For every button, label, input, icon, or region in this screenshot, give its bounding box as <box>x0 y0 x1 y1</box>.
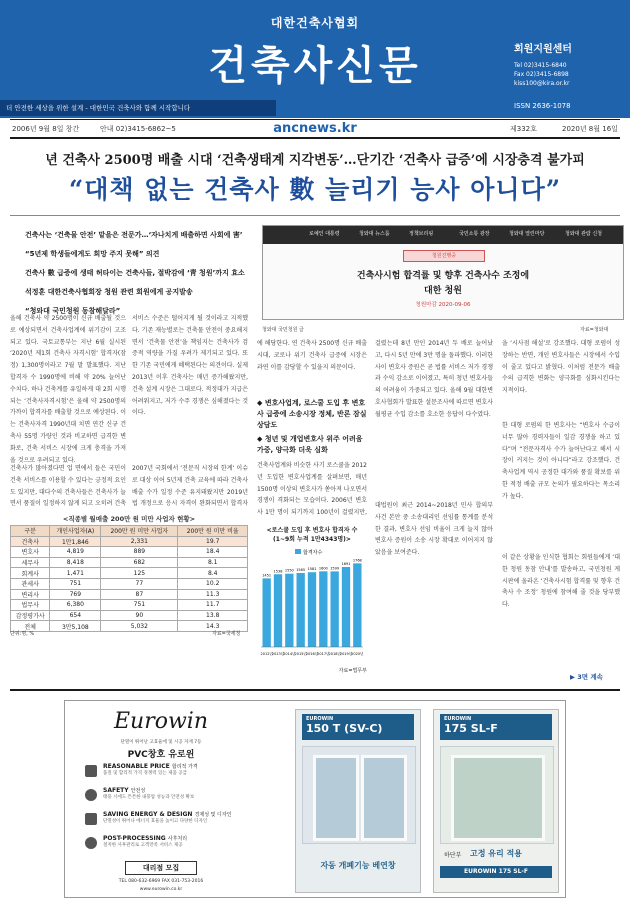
divider <box>10 119 620 120</box>
chart-tick-label: 2014년 <box>283 652 296 656</box>
table-cell: 2,331 <box>101 536 178 547</box>
chart-bar <box>263 578 271 647</box>
ad-model: 175 SL-F <box>444 722 498 735</box>
feature-subtitle: 합리적 가격 <box>171 764 198 770</box>
table-cell: 3만5,108 <box>50 621 101 632</box>
table-header: 200만 원 미만 사업자 <box>101 526 178 537</box>
key-point: “5년제 학생들에게도 희망 주지 못해” 의견 <box>25 250 160 258</box>
ad-product-header <box>440 714 552 740</box>
center-tel: Tel 02)3415-6840 <box>514 62 567 69</box>
ad-product-panel-1 <box>295 709 421 893</box>
ad-tagline: 단열이 뛰어난 고효율에 및 시공 자재 7등 <box>120 740 202 745</box>
table-cell: 세무사 <box>11 557 50 568</box>
article-column-4b: 대법원이 최근 2014~2018년 민사 합의부 사건 본안 중 소송대리인 선임률 통계를 분석한 결과, 변호사 선임 비율이 크게 늘지 않아 변호사 증원이 소송 시장 확대로 이어지지 않았음을 보여준다. <box>375 502 493 557</box>
table-source: 자료=국세청 <box>212 631 241 637</box>
chart-tick-label: 2015년 <box>294 652 307 656</box>
member-center-title: 회원지원센터 <box>514 44 572 55</box>
ad-footer: EUROWIN 175 SL-F <box>440 866 552 878</box>
chart-data-label: 1538 <box>273 569 283 574</box>
feature-subtitle: 안전성 <box>130 788 146 794</box>
newspaper-title: 건축사신문 <box>208 42 422 89</box>
petition-deadline: 청원마감 2020-09-06 <box>415 302 471 308</box>
chart-bar <box>331 571 339 647</box>
ad-brand-small: EUROWIN <box>306 716 334 722</box>
feature-desc: 단열성이 뛰어나 에너지 효율을 높이고 다양한 디자인 <box>103 819 208 824</box>
site-url-link[interactable]: ancnews.kr <box>273 121 357 136</box>
chart-data-label: 1550 <box>284 568 294 573</box>
ad-contact: TEL 080-632-6969 FAX 031-753-2016 <box>118 879 204 884</box>
key-point: “청와대 국민청원 동참해달라” <box>25 307 121 315</box>
window-pane <box>451 755 545 841</box>
table-cell: 8,418 <box>50 557 101 568</box>
chart-bar <box>285 574 293 647</box>
table-cell: 회계사 <box>11 568 50 579</box>
continued-link[interactable]: ▶ 3면 계속 <box>570 673 603 681</box>
table-cell: 8.1 <box>178 557 248 568</box>
divider <box>10 689 620 691</box>
feature-desc: 철저한 사후관리로 고객만족 서비스 제공 <box>103 843 183 848</box>
table-cell: 769 <box>50 589 101 600</box>
feature-desc: 태풍 시에도 튼튼한 내풍압 성능과 안전성 확보 <box>103 795 195 800</box>
table-cell: 18.4 <box>178 547 248 558</box>
feature-title: SAFETY <box>103 787 129 794</box>
table-row <box>11 578 248 589</box>
chart-tick-label: 2013년 <box>271 652 285 656</box>
table-cell: 5,032 <box>101 621 178 632</box>
article-column-2: 서비스 수준은 떨어지게 될 것이라고 지적했다. 기존 재능별로는 건축물 안전이 중요해지면서 ‘건축물 안전’을 책임지는 건축사가 검증적 역량을 가질 우려가 제기되고 있다. 또한 기존 국민에게 혜택된다는 의견이다. 실제 2013년 이후 건축사는 매년 증가해왔지만, 건축 설계 시장은 그대로다. 적정대가 지급은 어려워지고, 저가 수주 경쟁은 심해졌다는 것이다. <box>132 315 248 417</box>
table-cell: 1만1,846 <box>50 536 101 547</box>
petition-nav-item: 국민소통 광장 <box>459 231 490 237</box>
article-column-1b: 건축사가 많아졌다면 업 면에서 들은 국민이 건축 서비스를 이용할 수 있다는 긍정적 요인도 있지만, 대다수의 건축사들은 건축사가 늘면서 품질이 일정하지 않게 되고 오히려 건축 <box>10 465 126 508</box>
legend-label: 합격자수 <box>303 550 323 556</box>
article-column-5: 을 ‘시사점 해설’로 강조했다. 대형 로펌이 성장하는 반면, 개인 변호사들은 시장에서 수입이 줄고 있다고 밝혔다. 이처럼 전문가 배출 수의 급격한 변화는 양극화를 심화시킨다는 지적이다. <box>502 340 620 395</box>
key-points <box>25 226 245 321</box>
table-cell: 77 <box>101 578 178 589</box>
article-column-4: 걸렸는데 8년 만인 2014년 두 배로 늘어났고, 다시 5년 만에 3만 명을 돌파했다. 이러한 사이 변호사 증원은 곧 법률 서비스 저가 경쟁과 수익 감소로 이어졌고, 특히 청년 변호사들의 어려움이 가중되고 있다. 올해 9월 대한변호사협회가 발표한 설문조사에 따르면 변호사 월평균 수입 감소를 호소한 응답이 다수였다. <box>375 340 493 418</box>
feature-subtitle: 사후처리 <box>167 836 188 842</box>
table-cell: 90 <box>101 610 178 621</box>
founded-date: 2006년 9월 8일 창간 <box>12 125 80 133</box>
ad-feature <box>85 787 255 800</box>
service-icon <box>85 837 97 849</box>
table-cell: 4,819 <box>50 547 101 558</box>
chart-subtitle: (1~9회 누적 1만4343명)> <box>273 536 351 543</box>
article-column-2b: 2007년 국회에서 ‘전문직 시장의 한계’ 이슈로 대상 이어 5년제 건축 교육에 따라 건축사 배출 수가 일정 수준 유지돼왔지만 2019년 법 개정으로 응시 자격이 완화되면서 합격자 <box>132 465 248 508</box>
chart-bar <box>342 567 350 647</box>
advertisement <box>64 700 566 898</box>
table-cell: 14.3 <box>178 621 248 632</box>
table-unit: 단위:명, % <box>10 631 35 637</box>
ad-product-header <box>302 714 414 740</box>
chart-tick-label: 2016년 <box>305 652 319 656</box>
agent-recruit-button[interactable]: 대리점 모집 <box>125 861 197 875</box>
table-row <box>11 547 248 558</box>
chart-data-label: 1451 <box>262 573 272 578</box>
ad-web-link[interactable]: www.eurowin.co.kr <box>139 887 183 892</box>
ad-model: 150 T (SV-C) <box>306 722 383 735</box>
chart-bar <box>274 574 282 647</box>
petition-nav-item: 정책브리핑 <box>409 231 434 237</box>
feature-desc: 품질 및 합리적 가격 경쟁력 있는 제품 공급 <box>103 771 187 776</box>
feature-title: POST-PROCESSING <box>103 835 166 842</box>
petition-nav-item: 로예인 대통령 <box>309 231 340 237</box>
chart-data-label: 1599 <box>330 566 340 571</box>
price-icon <box>85 765 97 777</box>
article-subtitle: 년 건축사 2500명 배출 시대 ‘건축생태계 지각변동’…단기간 ‘건축사 급증’에 시장충격 불가피 <box>45 153 585 168</box>
ad-feature <box>85 835 255 848</box>
table-cell: 682 <box>101 557 178 568</box>
table-cell: 751 <box>101 600 178 611</box>
petition-nav-item: 청와대 뉴스룸 <box>359 231 390 237</box>
table-cell: 13.8 <box>178 610 248 621</box>
legend-swatch <box>295 549 301 554</box>
chart-data-label: 1581 <box>307 567 317 572</box>
table-cell: 1,471 <box>50 568 101 579</box>
article-column-5c: 이 같은 상황을 인식한 협회는 회원들에게 ‘대한 청원 동참 안내’를 발송하고, 국민청원 게시판에 올라온 ‘건축사시험 합격률 및 향후 건축사 수 조정’ 청원에 참여해 줄 것을 당부했다. <box>502 554 620 609</box>
table-cell: 125 <box>101 568 178 579</box>
table-cell: 751 <box>50 578 101 589</box>
chart-bar <box>297 573 305 647</box>
chart-bar <box>308 572 316 647</box>
chart-bar <box>319 571 327 647</box>
ad-product-panel-2 <box>433 709 559 893</box>
ad-brand-small: EUROWIN <box>444 716 472 722</box>
table-cell: 11.3 <box>178 589 248 600</box>
chart-tick-label: 2019년 <box>339 652 353 656</box>
table-header: 200만 원 미만 비율 <box>178 526 248 537</box>
lawyer-chart <box>257 525 367 685</box>
photo-caption: 청와대 국민청원 글 <box>262 327 304 333</box>
table-cell: 변호사 <box>11 547 50 558</box>
window-pane <box>361 755 407 841</box>
article-headline: “대책 없는 건축사 數 늘리기 능사 아니다” <box>68 175 562 204</box>
table-cell: 관세사 <box>11 578 50 589</box>
table-cell: 8.4 <box>178 568 248 579</box>
chart-tick-label: 2020년 <box>351 652 364 656</box>
table-row <box>11 589 248 600</box>
divider <box>10 215 620 216</box>
window-pane <box>313 755 359 841</box>
article-column-3b: 건축사업계와 비슷한 사기 로스쿨을 2012년 도입한 변호사업계를 살펴보면, 매년 1500명 이상의 변호사가 쏟아져 나오면서 경쟁이 격화되는 모습이다. 2006년 변호사 1만 명이 되기까지 100년이 걸렸지만, <box>257 462 367 517</box>
issn: ISSN 2636-1078 <box>514 102 571 110</box>
chart-tick-label: 2012년 <box>260 652 273 656</box>
table-cell: 11.7 <box>178 600 248 611</box>
table-cell: 감정평가사 <box>11 610 50 621</box>
ad-caption: 고정 유리 적용 <box>470 849 522 858</box>
table-cell: 법무사 <box>11 600 50 611</box>
energy-icon <box>85 813 97 825</box>
safety-icon <box>85 789 97 801</box>
ad-product: PVC창호 유로윈 <box>127 750 195 760</box>
petition-nav-bar <box>263 226 623 244</box>
article-column-5b: 한 대형 로펌의 한 변호사는 “변호사 수급이 너무 많아 경력자들이 일감 경쟁을 하고 있다”며 “전문자격사 수가 늘어난다고 해서 시장이 커지는 것이 아니다”라고 강조했다. 건축사업계 역시 공정한 대가와 품질 확보를 위한 적정 배출 규모 논의가 필요하다는 목소리가 높다. <box>502 422 620 500</box>
petition-status-badge: 청원진행중 <box>403 250 485 262</box>
feature-subtitle: 경제성 및 디자인 <box>194 812 232 818</box>
ad-brand: Eurowin <box>113 709 209 734</box>
sub-heading: ◆ 변호사업계, 로스쿨 도입 후 변호사 급증에 소송시장 정체, 반론 잠실 상담도 <box>257 399 367 429</box>
article-column-3: 에 해당한다. 연 건축사 2500명 신규 배출 시대, 코로나 위기 건축사 급증에 시장은 과연 이를 감당할 수 있을지 의문이다. <box>257 340 367 371</box>
chart-source: 자료=법무부 <box>338 668 367 674</box>
petition-screenshot <box>262 225 624 320</box>
chart-plot <box>257 547 367 667</box>
petition-nav-item: 청와대 열린마당 <box>509 231 545 237</box>
issue-date: 2020년 8월 16일 <box>562 125 618 133</box>
table-row <box>11 568 248 579</box>
chart-tick-label: 2017년 <box>317 652 330 656</box>
article-column-1: 올해 건축사 약 2500명이 신규 배출될 것으로 예상되면서 건축사업계에 위기감이 고조되고 있다. 국토교통부는 지난 6월 실시된 ‘2020년 제1회 건축사 자격시험’ 합격자(잠정) 1,300명이라고 7월 말 발표했다. 지난 합격자 수 1990명에 비해 약 20% 늘어난 수치다. 하나 건축계를 유일하게 대 2회 시행되는 ‘건축사자격시험’은 올해 약 2500명의 가까이 합격자를 배출할 것으로 예상된다. 이는 건축사자격 1990년대 치면 연간 신규 건축사 55명 가량인 것과 비교하면 급격한 변화로, 건축 서비스 시장에 크게 충격을 가져올 것으로 우려되고 있다. <box>10 315 126 463</box>
divider <box>10 137 620 139</box>
key-point: 석정훈 대한건축사협회장 청원 관련 회원에게 공지발송 <box>25 288 193 296</box>
table-cell: 10.2 <box>178 578 248 589</box>
ad-caption-small: 하단부 <box>444 852 462 859</box>
key-point: 건축사는 ‘건축물 안전’ 맡을은 전문가…‘자나치게 배출하면 사회에 害’ <box>25 231 243 239</box>
window-image <box>440 746 554 844</box>
chart-data-label: 1565 <box>296 567 306 572</box>
ad-caption: 자동 개폐기능 베연창 <box>320 861 396 870</box>
table-header-row <box>11 526 248 537</box>
chart-bar <box>353 563 361 647</box>
petition-nav-item: 청와대 관람 신청 <box>565 231 602 237</box>
ad-feature <box>85 763 255 776</box>
table-row <box>11 610 248 621</box>
table-cell: 건축사 <box>11 536 50 547</box>
table-cell: 전체 <box>11 621 50 632</box>
table-header: 구분 <box>11 526 50 537</box>
chart-data-label: 1768 <box>352 558 362 563</box>
feature-title: SAVING ENERGY & DESIGN <box>103 811 193 818</box>
table-row <box>11 536 248 547</box>
window-image <box>302 746 416 844</box>
masthead <box>0 0 630 118</box>
key-point: 건축사 數 급증에 생태 허타이는 건축사들, 절박감에 ‘靑 청원’까지 효소 <box>25 269 245 277</box>
petition-title-line2: 대한 청원 <box>424 286 462 296</box>
masthead-tagline: 더 안전한 세상을 위한 설계 - 대한민국 건축사와 함께 시작합니다 <box>0 100 276 116</box>
feature-title: REASONABLE PRICE <box>103 763 170 770</box>
contact-line: 안내 02)3415-6862~5 <box>100 125 176 133</box>
center-fax: Fax 02)3415-6898 <box>514 71 569 78</box>
member-center-info <box>514 40 624 88</box>
table-header: 개인사업자(A) <box>50 526 101 537</box>
table-cell: 889 <box>101 547 178 558</box>
table-cell: 654 <box>50 610 101 621</box>
publisher-name: 대한건축사협회 <box>270 16 360 30</box>
table-cell: 6,380 <box>50 600 101 611</box>
petition-title-line1: 건축사시험 합격률 및 향후 건축사수 조정에 <box>356 271 530 281</box>
photo-source: 자료=청와대 <box>580 327 609 333</box>
issue-number: 제332호 <box>510 125 537 133</box>
center-email[interactable]: kiss100@kira.or.kr <box>514 80 570 87</box>
sales-table <box>10 525 248 632</box>
table-title: <직종별 월매출 200만 원 미만 사업자 현황> <box>62 515 196 523</box>
sub-heading: ◆ 청년 및 개업변호사 위주 어려움 가중, 양극화 더욱 심화 <box>257 435 363 454</box>
table-cell: 변리사 <box>11 589 50 600</box>
table-row <box>11 557 248 568</box>
table-cell: 19.7 <box>178 536 248 547</box>
ad-feature <box>85 811 255 824</box>
table-row <box>11 600 248 611</box>
chart-tick-label: 2018년 <box>328 652 341 656</box>
chart-title: <로스쿨 도입 후 변호사 합격자 수 <box>266 527 358 534</box>
chart-data-label: 1691 <box>341 562 351 567</box>
table-cell: 87 <box>101 589 178 600</box>
chart-data-label: 1600 <box>318 566 328 571</box>
